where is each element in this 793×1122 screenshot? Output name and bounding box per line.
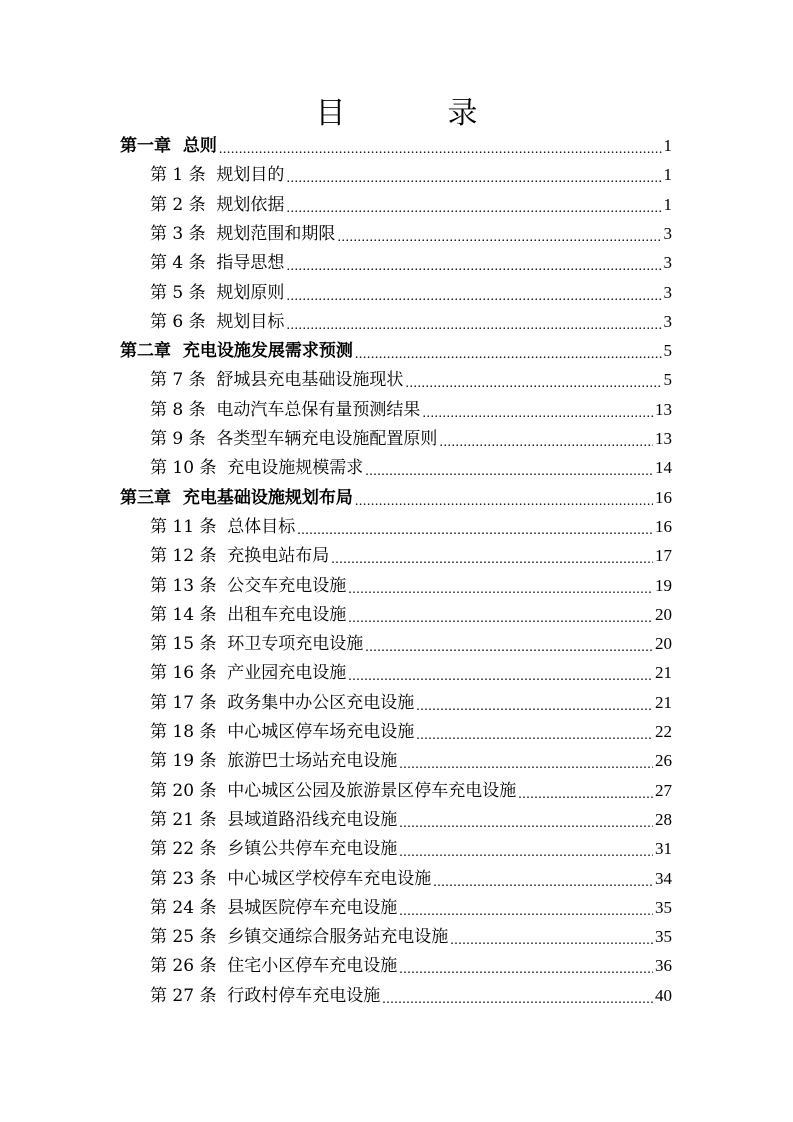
toc-entry-label: 第 11 条 总体目标 bbox=[150, 517, 296, 537]
toc-article-entry[interactable] bbox=[150, 808, 672, 832]
toc-entry-label: 第 25 条 乡镇交通综合服务站充电设施 bbox=[150, 927, 449, 947]
dot-leader bbox=[422, 400, 653, 422]
toc-entry-label: 第二章 充电设施发展需求预测 bbox=[120, 341, 353, 361]
toc-chapter-entry[interactable] bbox=[120, 339, 672, 363]
toc-page-number: 16 bbox=[655, 488, 672, 507]
dot-leader bbox=[365, 634, 653, 656]
toc-entry-label: 第 23 条 中心城区学校停车充电设施 bbox=[150, 869, 432, 889]
toc-article-entry[interactable] bbox=[150, 779, 672, 803]
toc-article-entry[interactable] bbox=[150, 661, 672, 685]
toc-article-entry[interactable] bbox=[150, 603, 672, 627]
dot-leader bbox=[416, 693, 653, 715]
toc-page-number: 3 bbox=[663, 253, 672, 272]
toc-entry-label: 第 18 条 中心城区停车场充电设施 bbox=[150, 722, 415, 742]
dot-leader bbox=[399, 956, 653, 978]
toc-article-entry[interactable] bbox=[150, 896, 672, 920]
toc-article-entry[interactable] bbox=[150, 368, 672, 392]
toc-page-number: 21 bbox=[655, 693, 672, 712]
toc-page-number: 35 bbox=[655, 898, 672, 917]
dot-leader bbox=[348, 576, 653, 598]
dot-leader bbox=[450, 927, 653, 949]
toc-page-number: 3 bbox=[663, 283, 672, 302]
toc-article-entry[interactable] bbox=[150, 574, 672, 598]
toc-page-number: 19 bbox=[655, 576, 672, 595]
dot-leader bbox=[286, 253, 661, 275]
toc-entry-label: 第 5 条 规划原则 bbox=[150, 283, 285, 303]
toc-entry-label: 第 2 条 规划依据 bbox=[150, 195, 285, 215]
toc-article-entry[interactable] bbox=[150, 251, 672, 275]
dot-leader bbox=[286, 283, 661, 305]
toc-entry-label: 第三章 充电基础设施规划布局 bbox=[120, 488, 353, 508]
dot-leader bbox=[297, 517, 653, 539]
toc-page-number: 3 bbox=[663, 312, 672, 331]
toc-entry-label: 第 8 条 电动汽车总保有量预测结果 bbox=[150, 400, 421, 420]
dot-leader bbox=[331, 546, 653, 568]
toc-page-number: 40 bbox=[655, 986, 672, 1005]
toc-page-number: 1 bbox=[663, 165, 672, 184]
toc-article-entry[interactable] bbox=[150, 163, 672, 187]
toc-entry-label: 第 15 条 环卫专项充电设施 bbox=[150, 634, 364, 654]
dot-leader bbox=[286, 165, 661, 187]
toc-article-entry[interactable] bbox=[150, 749, 672, 773]
dot-leader bbox=[405, 370, 661, 392]
dot-leader bbox=[365, 458, 653, 480]
toc-entry-label: 第 20 条 中心城区公园及旅游景区停车充电设施 bbox=[150, 781, 517, 801]
toc-page-number: 36 bbox=[655, 956, 672, 975]
toc-article-entry[interactable] bbox=[150, 281, 672, 305]
toc-article-entry[interactable] bbox=[150, 427, 672, 451]
toc-page-number: 20 bbox=[655, 605, 672, 624]
toc-page-number: 17 bbox=[655, 546, 672, 565]
toc-entry-label: 第 17 条 政务集中办公区充电设施 bbox=[150, 693, 415, 713]
toc-article-entry[interactable] bbox=[150, 222, 672, 246]
dot-leader bbox=[399, 751, 653, 773]
toc-page-number: 16 bbox=[655, 517, 672, 536]
toc-article-entry[interactable] bbox=[150, 193, 672, 217]
toc-article-entry[interactable] bbox=[150, 837, 672, 861]
toc-chapter-entry[interactable] bbox=[120, 134, 672, 158]
toc-page-number: 20 bbox=[655, 634, 672, 653]
dot-leader bbox=[433, 869, 653, 891]
toc-article-entry[interactable] bbox=[150, 456, 672, 480]
toc-article-entry[interactable] bbox=[150, 544, 672, 568]
toc-entry-label: 第 26 条 住宅小区停车充电设施 bbox=[150, 956, 398, 976]
dot-leader bbox=[439, 429, 653, 451]
toc-entry-label: 第 24 条 县城医院停车充电设施 bbox=[150, 898, 398, 918]
toc-article-entry[interactable] bbox=[150, 984, 672, 1008]
dot-leader bbox=[399, 839, 653, 861]
toc-page-number: 3 bbox=[663, 224, 672, 243]
dot-leader bbox=[337, 224, 661, 246]
toc-page-number: 5 bbox=[663, 341, 672, 360]
toc-entry-label: 第 16 条 产业园充电设施 bbox=[150, 663, 347, 683]
toc-article-entry[interactable] bbox=[150, 925, 672, 949]
dot-leader bbox=[382, 986, 653, 1008]
toc-entry-label: 第 21 条 县域道路沿线充电设施 bbox=[150, 810, 398, 830]
dot-leader bbox=[348, 605, 653, 627]
toc-entry-label: 第 14 条 出租车充电设施 bbox=[150, 605, 347, 625]
toc-article-entry[interactable] bbox=[150, 632, 672, 656]
toc-entry-label: 第 3 条 规划范围和期限 bbox=[150, 224, 336, 244]
toc-entry-label: 第 10 条 充电设施规模需求 bbox=[150, 458, 364, 478]
toc-entry-label: 第 22 条 乡镇公共停车充电设施 bbox=[150, 839, 398, 859]
toc-article-entry[interactable] bbox=[150, 954, 672, 978]
toc-article-entry[interactable] bbox=[150, 515, 672, 539]
dot-leader bbox=[416, 722, 653, 744]
dot-leader bbox=[518, 781, 653, 803]
toc-page-number: 13 bbox=[655, 429, 672, 448]
toc-page-number: 22 bbox=[655, 722, 672, 741]
toc-page-number: 5 bbox=[663, 370, 672, 389]
dot-leader bbox=[355, 488, 653, 510]
toc-entry-label: 第 12 条 充换电站布局 bbox=[150, 546, 330, 566]
toc-entry-label: 第 4 条 指导思想 bbox=[150, 253, 285, 273]
toc-page-number: 34 bbox=[655, 869, 672, 888]
toc-article-entry[interactable] bbox=[150, 867, 672, 891]
toc-entry-label: 第 9 条 各类型车辆充电设施配置原则 bbox=[150, 429, 438, 449]
dot-leader bbox=[219, 136, 662, 158]
dot-leader bbox=[348, 663, 653, 685]
toc-article-entry[interactable] bbox=[150, 310, 672, 334]
toc-entry-label: 第 1 条 规划目的 bbox=[150, 165, 285, 185]
dot-leader bbox=[399, 898, 653, 920]
toc-page-number: 28 bbox=[655, 810, 672, 829]
toc-page-number: 1 bbox=[663, 195, 672, 214]
toc-article-entry[interactable] bbox=[150, 398, 672, 422]
toc-article-entry[interactable] bbox=[150, 720, 672, 744]
toc-page-number: 14 bbox=[655, 458, 672, 477]
dot-leader bbox=[286, 312, 661, 334]
toc-page-number: 21 bbox=[655, 663, 672, 682]
dot-leader bbox=[286, 195, 661, 217]
toc-article-entry[interactable] bbox=[150, 691, 672, 715]
toc-page-number: 1 bbox=[663, 136, 672, 155]
toc-page-number: 27 bbox=[655, 781, 672, 800]
page-title: 目 录 bbox=[315, 96, 514, 131]
toc-entry-label: 第 13 条 公交车充电设施 bbox=[150, 576, 347, 596]
toc-page-number: 31 bbox=[655, 839, 672, 858]
dot-leader bbox=[355, 341, 662, 363]
toc-entry-label: 第 6 条 规划目标 bbox=[150, 312, 285, 332]
toc-entry-label: 第 7 条 舒城县充电基础设施现状 bbox=[150, 370, 404, 390]
toc-page-number: 35 bbox=[655, 927, 672, 946]
toc-page-number: 13 bbox=[655, 400, 672, 419]
toc-chapter-entry[interactable] bbox=[120, 486, 672, 510]
dot-leader bbox=[399, 810, 653, 832]
toc-entry-label: 第 19 条 旅游巴士场站充电设施 bbox=[150, 751, 398, 771]
toc-page-number: 26 bbox=[655, 751, 672, 770]
toc-entry-label: 第 27 条 行政村停车充电设施 bbox=[150, 986, 381, 1006]
toc-entry-label: 第一章 总则 bbox=[120, 136, 217, 156]
